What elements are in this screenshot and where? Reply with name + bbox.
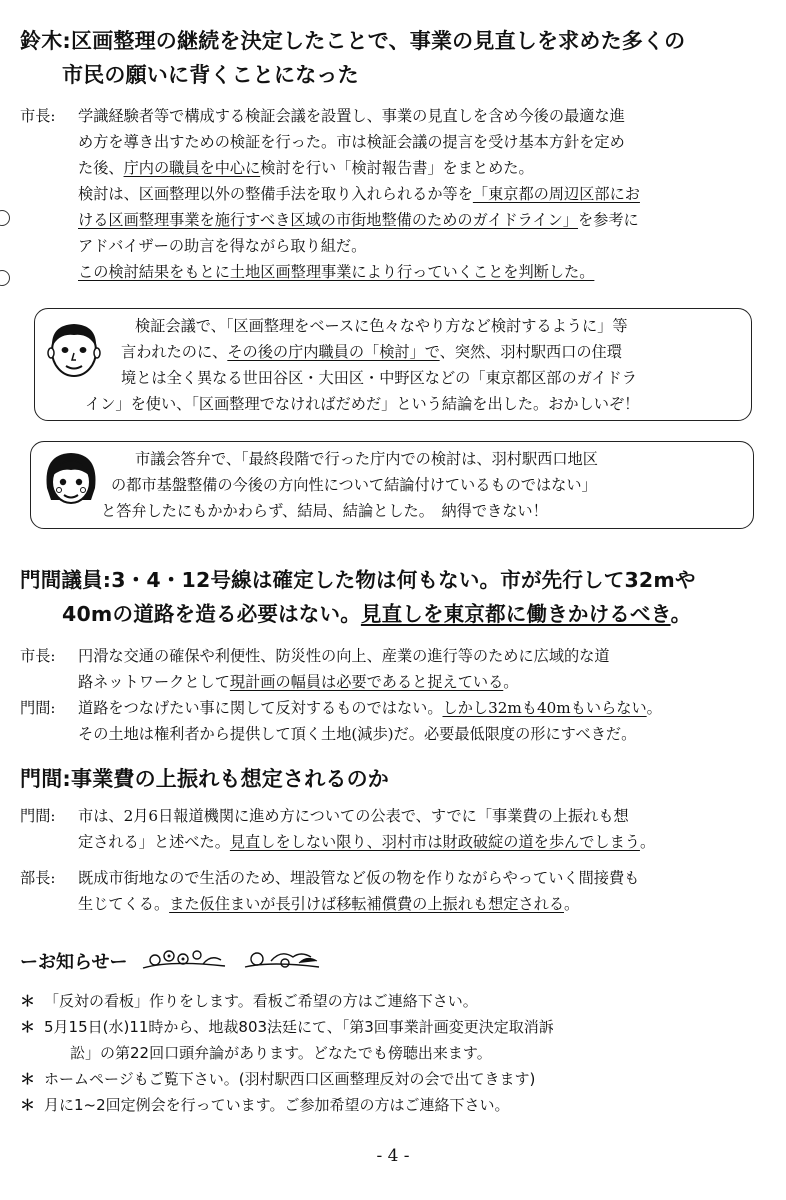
- underlined-text: その後の庁内職員の「検討」で: [227, 343, 440, 361]
- notice-text: 月に1~2回定例会を行っています。ご参加希望の方はご連絡下さい。: [44, 1096, 510, 1114]
- text-span: 40mの道路を造る必要はない。: [62, 602, 361, 626]
- text-span: 定される」と述べた。: [78, 833, 230, 851]
- text-line: アドバイザーの助言を得ながら取り組だ。: [78, 237, 367, 255]
- heading-line: [20, 597, 776, 631]
- comment-bubble-man: [34, 308, 752, 421]
- underlined-text: しかし32mも40mもいらない: [442, 699, 647, 717]
- section-heading: [20, 563, 776, 631]
- underlined-text: また仮住まいが長引けば移転補償費の上振れも想定される: [169, 895, 564, 913]
- speaker-label: 市長:: [20, 107, 56, 125]
- bird-decoration-icon: [241, 945, 323, 977]
- heading-line: 鈴木:区画整理の継続を決定したことで、事業の見直しを求めた多くの: [20, 29, 686, 53]
- text-line: 既成市街地なので生活のため、埋設管など仮の物を作りながらやっていく間接費も: [78, 869, 640, 887]
- text-line: 市議会答弁で、「最終段階で行った庁内での検討は、羽村駅西口地区: [135, 450, 598, 468]
- text-span: 。: [564, 895, 580, 913]
- text-line: [20, 669, 770, 695]
- text-line: [20, 155, 770, 181]
- text-span: た後、: [78, 159, 124, 177]
- underlined-text: 見直しを東京都に働きかけるべき: [360, 602, 671, 626]
- text-line: [20, 259, 770, 285]
- underlined-text: 「東京都の周辺区部にお: [472, 185, 640, 203]
- underlined-text: この検討結果をもとに土地区画整理事業により行っていくことを判断した。: [78, 263, 595, 281]
- text-line: [20, 829, 770, 855]
- text-span: 。: [646, 699, 662, 717]
- text-line: 市は、2月6日報道機関に進め方についての公表で、すでに「事業費の上振れも想: [78, 807, 629, 825]
- text-line: [20, 891, 770, 917]
- underlined-text: 庁内の職員を中心に: [123, 159, 261, 177]
- cost-discussion: [20, 803, 770, 917]
- answer-paragraph: [20, 103, 770, 285]
- asterisk-icon: ＊: [20, 992, 36, 1010]
- text-line: イン」を使い、「区画整理でなければだめだ」という結論を出した。おかしいぞ！: [85, 395, 640, 413]
- notice-text: 5月15日(水)11時から、地裁803法廷にて、「第3回事業計画変更決定取消訴: [44, 1018, 554, 1036]
- section-monma-road: [20, 563, 776, 631]
- binder-hole-mark: [0, 210, 10, 226]
- text-span: 。: [639, 833, 656, 851]
- asterisk-icon: ＊: [20, 1096, 36, 1114]
- notice-item: [20, 1092, 770, 1118]
- answer-paragraph: [20, 865, 770, 917]
- text-span: 検討を行い「検討報告書」をまとめた。: [260, 159, 534, 177]
- text-span: 、突然、羽村駅西口の住環: [439, 343, 622, 361]
- notice-list: [20, 988, 770, 1118]
- binder-hole-mark: [0, 270, 10, 286]
- notice-section: [20, 944, 770, 1118]
- underlined-text: ける区画整理事業を施行すべき区域の市街地整備のためのガイドライン」: [78, 211, 578, 229]
- notice-header: [20, 944, 770, 978]
- text-span: 。: [670, 602, 692, 626]
- notice-title: ーお知らせー: [20, 952, 128, 973]
- notice-item: [20, 1066, 770, 1092]
- text-line: [49, 339, 739, 365]
- underlined-text: 見直しをしない限り、羽村市は財政破綻の道を歩んでしまう: [229, 833, 640, 851]
- heading-line: 門間議員:3・4・12号線は確定した物は何もない。市が先行して32mや: [20, 568, 696, 592]
- speaker-label: 門間:: [20, 699, 56, 717]
- comment-bubble-woman: [30, 441, 754, 529]
- section-heading: 門間:事業費の上振れも想定されるのか: [20, 767, 389, 791]
- notice-text: 訟」の第22回口頭弁論があります。どなたでも傍聴出来ます。: [70, 1044, 492, 1062]
- text-span: 。: [503, 673, 519, 691]
- text-span: を参考に: [577, 211, 639, 229]
- asterisk-icon: ＊: [20, 1018, 36, 1036]
- speaker-label: 門間:: [20, 807, 56, 825]
- text-span: 検討は、区画整理以外の整備手法を取り入れられるか等を: [78, 185, 473, 203]
- speaker-label: 市長:: [20, 647, 56, 665]
- text-span: 生じてくる。: [78, 895, 170, 913]
- notice-item: [20, 1014, 770, 1066]
- section-heading: [20, 24, 770, 92]
- question-paragraph: [20, 695, 770, 747]
- text-line: と答弁したにもかかわらず、結局、結論とした。 納得できない！: [101, 502, 548, 520]
- text-line: め方を導き出すための検証を行った。市は検証会議の提言を受け基本方針を定め: [78, 133, 625, 151]
- text-line: の都市基盤整備の今後の方向性について結論付けているものではない」: [111, 476, 597, 494]
- text-span: 言われたのに、: [121, 343, 228, 361]
- text-line: 学識経験者等で構成する検証会議を設置し、事業の見直しを含め今後の最適な進: [78, 107, 625, 125]
- text-span: 路ネットワークとして: [78, 673, 230, 691]
- text-line: 境とは全く異なる世田谷区・大田区・中野区などの「東京都区部のガイドラ: [121, 369, 637, 387]
- section-monma-cost: [20, 762, 770, 796]
- section-suzuki: [20, 24, 770, 92]
- notice-item: [20, 988, 770, 1014]
- question-paragraph: [20, 803, 770, 855]
- text-line: その土地は権利者から提供して頂く土地(減歩)だ。必要最低限度の形にすべきだ。: [78, 725, 637, 743]
- heading-line: 市民の願いに背くことになった: [62, 63, 359, 87]
- text-line: [20, 207, 770, 233]
- page-number: - 4 -: [376, 1146, 410, 1166]
- notice-text: ホームページもご覧下さい。(羽村駅西口区画整理反対の会で出てきます): [44, 1070, 536, 1088]
- text-line: [20, 181, 770, 207]
- text-line: 検証会議で、「区画整理をベースに色々なやり方など検討するように」等: [135, 317, 628, 335]
- notice-text: 「反対の看板」作りをします。看板ご希望の方はご連絡下さい。: [44, 992, 478, 1010]
- text-line: 円滑な交通の確保や利便性、防災性の向上、産業の進行等のために広域的な道: [78, 647, 610, 665]
- mayor-answer-1: [20, 103, 770, 285]
- flower-decoration-icon: [141, 946, 227, 976]
- mayor-answer-2: [20, 643, 770, 747]
- text-span: 道路をつなげたい事に関して反対するものではない。: [78, 699, 443, 717]
- bubble-text: [49, 313, 739, 417]
- asterisk-icon: ＊: [20, 1070, 36, 1088]
- speaker-label: 部長:: [20, 869, 56, 887]
- answer-paragraph: [20, 643, 770, 695]
- underlined-text: 現計画の幅員は必要であると捉えている: [229, 673, 504, 691]
- bubble-text: [45, 446, 745, 524]
